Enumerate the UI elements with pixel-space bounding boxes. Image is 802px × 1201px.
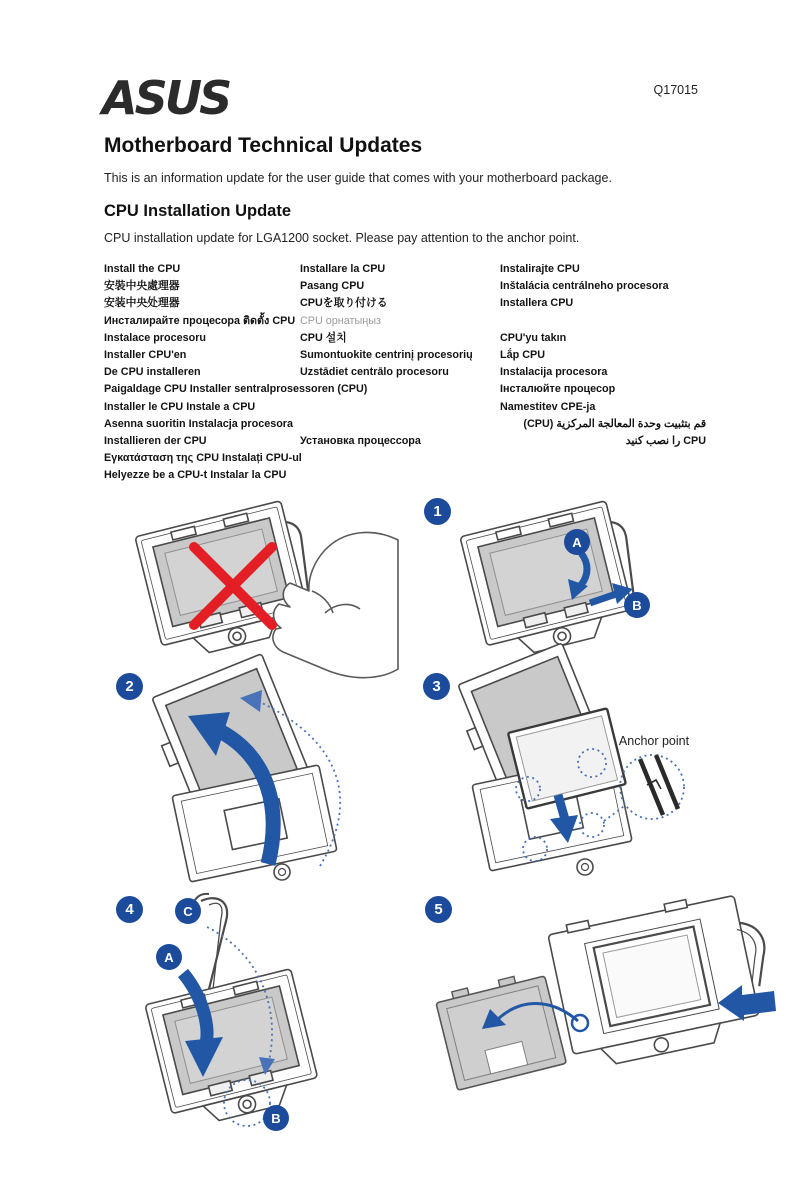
- language-line: Namestitev CPE-ja: [500, 400, 596, 413]
- language-line: CPU орнатыңыз: [300, 314, 381, 327]
- language-column-2: [300, 261, 500, 485]
- language-line: [500, 467, 706, 484]
- language-line: Installera CPU: [500, 297, 574, 310]
- doc-number: Q17015: [653, 83, 698, 97]
- language-line: CPU را نصب کنید: [625, 435, 706, 448]
- language-line: 安装中央处理器: [104, 297, 180, 310]
- language-line: [500, 313, 706, 330]
- language-line: Uzstādiet centrālo procesoru: [300, 366, 449, 379]
- socket-closed-illustration: [460, 498, 648, 663]
- language-line: Установка процессора: [300, 435, 421, 448]
- language-line: Installare la CPU: [300, 263, 386, 275]
- step-number-badge: 1: [424, 498, 451, 525]
- language-line: Lắp CPU: [500, 349, 545, 362]
- language-line: Instalirajte CPU: [500, 263, 580, 275]
- figure-step-2: [110, 668, 370, 890]
- step-number-badge: 5: [425, 896, 452, 923]
- section-intro: CPU installation update for LGA1200 socket. Please pay attention to the anchor point.: [104, 231, 580, 245]
- language-line: Asenna suoritin Instalacja procesora: [104, 417, 294, 430]
- page-title: Motherboard Technical Updates: [104, 134, 423, 157]
- figure-step-3: [420, 665, 790, 890]
- figure-step-5: [420, 925, 790, 1140]
- socket-cap-removed: [434, 969, 566, 1090]
- asus-logo: [102, 71, 282, 125]
- language-table: [104, 261, 706, 485]
- svg-text:ASUS: ASUS: [102, 71, 230, 125]
- language-line: 安裝中央處理器: [104, 280, 180, 293]
- language-line: CPUを取り付ける: [300, 297, 388, 310]
- step-number-badge: 4: [116, 896, 143, 923]
- language-line: Εγκατάσταση της CPU Instalați CPU-ul: [104, 452, 302, 465]
- callout-a-badge: A: [564, 529, 590, 555]
- figure-step-4: [105, 885, 375, 1140]
- language-line: CPU'yu takın: [500, 331, 567, 344]
- language-line: Инсталирайте процесора ติดตั้ง CPU: [104, 314, 296, 327]
- language-line: Instalace procesoru: [104, 331, 207, 344]
- step-number-badge: 2: [116, 673, 143, 700]
- language-line: قم بتثبيت وحدة المعالجة المركزية (CPU): [523, 417, 706, 430]
- callout-a-badge: A: [156, 944, 182, 970]
- socket-screw: [577, 859, 593, 875]
- language-line: Paigaldage CPU Installer sentralprosessoren (CPU): [104, 383, 368, 396]
- language-line: Installer le CPU Instale a CPU: [104, 400, 256, 413]
- language-line: Sumontuokite centrinį procesorių: [300, 349, 473, 362]
- language-line: [300, 450, 500, 467]
- language-line: Instalacija procesora: [500, 366, 608, 379]
- language-line: [300, 381, 500, 398]
- step-number-badge: 3: [423, 673, 450, 700]
- callout-b-badge: B: [263, 1105, 289, 1131]
- callout-b-badge: B: [624, 592, 650, 618]
- socket-with-cpu: [547, 886, 782, 1072]
- language-line: [300, 416, 500, 433]
- language-line: Інсталюйте процесор: [500, 383, 616, 396]
- language-line: De CPU installeren: [104, 366, 201, 379]
- socket-closed-illustration: [145, 969, 322, 1131]
- section-heading: CPU Installation Update: [104, 202, 292, 220]
- figure-step-1: [420, 495, 670, 667]
- language-line: Helyezze be a CPU-t Instalar la CPU: [104, 469, 287, 482]
- language-line: Install the CPU: [104, 263, 181, 275]
- language-line: [300, 467, 500, 484]
- language-line: Pasang CPU: [300, 280, 365, 293]
- anchor-point-magnifier: [620, 755, 684, 819]
- anchor-point-label: Anchor point: [618, 734, 690, 748]
- language-column-3: [500, 261, 706, 485]
- callout-c-badge: C: [175, 898, 201, 924]
- language-line: Inštalácia centrálneho procesora: [500, 280, 669, 293]
- intro-text: This is an information update for the user guide that comes with your motherboard package.: [104, 171, 612, 185]
- language-line: CPU 설치: [300, 331, 347, 344]
- language-line: [500, 450, 706, 467]
- socket-screw: [274, 864, 290, 880]
- language-line: [300, 399, 500, 416]
- language-line: Installer CPU'en: [104, 349, 187, 362]
- language-line: Installieren der CPU: [104, 435, 207, 448]
